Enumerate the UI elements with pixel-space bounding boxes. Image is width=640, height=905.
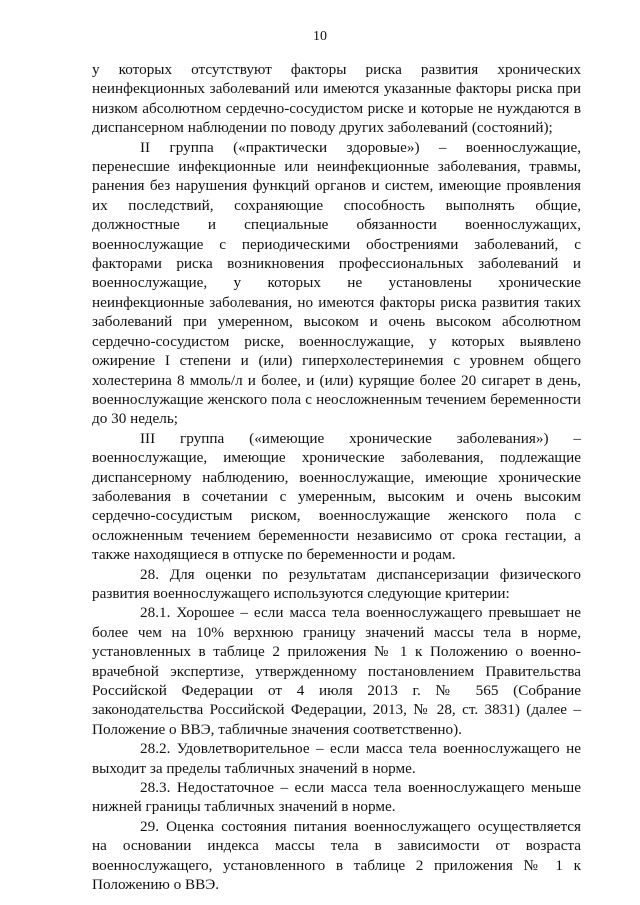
paragraph-item-28: 28. Для оценки по результатам диспансеризации физического развития военнослужащего используются следующие критерии:	[92, 565, 581, 602]
paragraph-group-2: II группа («практически здоровые») – военнослужащие, перенесшие инфекционные или неинфекционные заболевания, травмы, ранения без нарушения функций органов и систем, имеющие проявления их последствий, сохраняющие способность выполнять общие, должностные и специальные обязанности военнослужащих, военнослужащие с периодическими обострениями заболеваний, с факторами риска возникновения профессиональных заболеваний и военнослужащие, у которых не установлены хронические неинфекционные заболевания, но имеются факторы риска развития таких заболеваний при умеренном, высоком и очень высоком абсолютном сердечно-сосудистом риске, военнослужащие, у которых выявлено ожирение I степени и (или) гиперхолестеринемия с уровнем общего холестерина 8 ммоль/л и более, и (или) курящие более 20 сигарет в день, военнослужащие женского пола с неосложненным течением беременности до 30 недель;	[92, 138, 581, 428]
paragraph-group-3: III группа («имеющие хронические заболевания») – военнослужащие, имеющие хронические заболевания, подлежащие диспансерному наблюдению, военнослужащие, имеющие хронические заболевания в сочетании с умеренным, высоким и очень высоким сердечно-сосудистым риском, военнослужащие женского пола с осложненным течением беременности независимо от срока гестации, а также находящиеся в отпуске по беременности и родам.	[92, 429, 581, 564]
paragraph-item-28-3: 28.3. Недостаточное – если масса тела военнослужащего меньше нижней границы табличных значений в норме.	[92, 779, 581, 816]
paragraph-item-28-1: 28.1. Хорошее – если масса тела военнослужащего превышает не более чем на 10% верхнюю границу значений массы тела в норме, установленных в таблице 2 приложения № 1 к Положению о военно-врачебной экспертизе, утвержденному постановлением Правительства Российской Федерации от 4 июля 2013 г. № 565 (Собрание законодательства Российской Федерации, 2013, № 28, ст. 3831) (далее – Положение о ВВЭ, табличные значения соответственно).	[92, 604, 581, 738]
document-body	[92, 60, 581, 894]
paragraph-item-28-2: 28.2. Удовлетворительное – если масса тела военнослужащего не выходит за пределы табличных значений в норме.	[92, 740, 581, 777]
page-number: 10	[313, 29, 327, 44]
paragraph-item-29: 29. Оценка состояния питания военнослужащего осуществляется на основании индекса массы тела в зависимости от возраста военнослужащего, установленного в таблице 2 приложения № 1 к Положению о ВВЭ.	[92, 817, 581, 894]
paragraph-group-1-continuation: у которых отсутствуют факторы риска развития хронических неинфекционных заболеваний или имеются указанные факторы риска при низком абсолютном сердечно-сосудистом риске и которые не нуждаются в диспансерном наблюдении по поводу других заболеваний (состояний);	[92, 61, 581, 137]
